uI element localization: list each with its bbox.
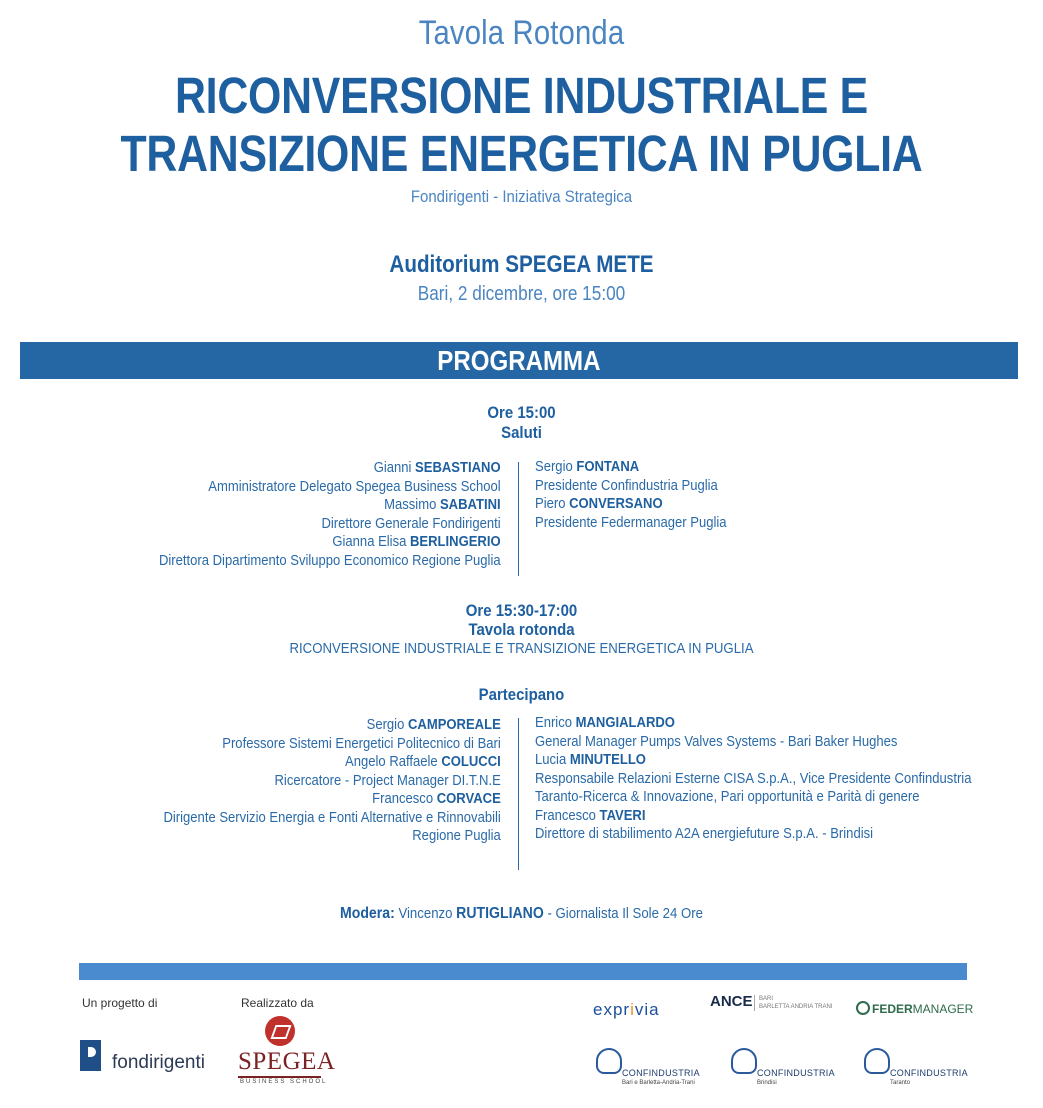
programma-banner [20,342,1018,379]
confindustria-taranto-logo: CONFINDUSTRIA Taranto [864,1048,890,1074]
event-title-line1: RICONVERSIONE INDUSTRIALE E [175,67,868,124]
speaker-name: Angelo Raffaele COLUCCI [345,754,501,770]
speaker-role: Amministratore Delegato Spegea Business School [208,478,502,495]
speaker-name: Sergio FONTANA [535,459,640,475]
session1-label: Saluti [501,423,542,442]
speaker-role: Responsabile Relazioni Esterne CISA S.p.A., Vice Presidente Confindustria [535,770,972,787]
venue-date: Bari, 2 dicembre, ore 15:00 [417,283,626,305]
confindustria-icon [731,1048,757,1074]
spegea-tagline: BUSINESS SCHOOL [240,1079,328,1085]
venue-name: Auditorium SPEGEA METE [389,251,654,278]
moderator-label: Modera: [340,905,395,922]
session1-left-speakers [159,459,501,570]
session1-right-speakers [535,458,727,532]
programma-label: PROGRAMMA [437,345,601,376]
session2-left-speakers [164,716,501,846]
spegea-wordmark: SPEGEA [238,1048,336,1075]
spegea-underline [238,1076,321,1078]
footer-bar [79,963,967,980]
confindustria-icon [596,1048,622,1074]
speaker-name: Piero CONVERSANO [535,496,663,512]
session2-right-speakers [535,714,971,844]
speaker-role: Ricercatore - Project Manager DI.T.N.E [274,772,501,789]
fondirigenti-wordmark: fondirigenti [112,1052,205,1073]
session1-divider [518,462,519,576]
speaker-role: Taranto-Ricerca & Innovazione, Pari opportunità e Parità di genere [535,789,920,805]
fondirigenti-mark-icon [80,1040,101,1071]
federmanager-logo: FEDERMANAGER [856,1001,973,1016]
speaker-role: Presidente Federmanager Puglia [535,514,727,531]
project-label: Un progetto di [82,996,158,1010]
event-title-line2: TRANSIZIONE ENERGETICA IN PUGLIA [120,125,923,182]
participants-label: Partecipano [478,685,565,704]
moderator-first: Vincenzo [398,905,453,922]
speaker-role: Dirigente Servizio Energia e Fonti Alternative e Rinnovabili [163,809,501,826]
spegea-mark-icon [265,1016,295,1046]
speaker-name: Francesco TAVERI [535,807,646,824]
speaker-role: General Manager Pumps Valves Systems - Bari Baker Hughes [535,733,898,750]
speaker-role: Regione Puglia [412,828,501,844]
federmanager-mark-icon [856,1001,870,1015]
speaker-role: Presidente Confindustria Puglia [535,477,718,494]
session2-label: Tavola rotonda [468,620,575,639]
moderator-role: - Giornalista Il Sole 24 Ore [547,905,703,922]
organizer-line: Fondirigenti - Iniziativa Strategica [410,187,633,206]
realized-label: Realizzato da [241,996,314,1010]
speaker-role: Direttore di stabilimento A2A energiefuture S.p.A. - Brindisi [535,826,874,842]
speaker-name: Lucia MINUTELLO [535,752,646,768]
speaker-role: Professore Sistemi Energetici Politecnico di Bari [222,735,501,752]
ance-subtitle: BARI BARLETTA ANDRIA TRANI [754,995,832,1011]
moderator-line [63,905,981,923]
speaker-name: Massimo SABATINI [384,497,501,513]
confindustria-brindisi-logo: CONFINDUSTRIA Brindisi [731,1048,757,1074]
speaker-name: Gianna Elisa BERLINGERIO [332,534,501,550]
event-type: Tavola Rotonda [418,14,625,52]
confindustria-bari-logo: CONFINDUSTRIA Bari e Barletta-Andria-Trani [596,1048,622,1074]
speaker-name: Enrico MANGIALARDO [535,715,675,731]
speaker-role: Direttora Dipartimento Sviluppo Economico Regione Puglia [159,552,501,569]
speaker-name: Sergio CAMPOREALE [366,717,501,733]
session1-time: Ore 15:00 [487,403,556,422]
session2-topic: RICONVERSIONE INDUSTRIALE E TRANSIZIONE ENERGETICA IN PUGLIA [289,640,754,657]
speaker-role: Direttore Generale Fondirigenti [321,515,501,532]
session2-divider [518,718,519,870]
exprivia-logo: exprivia [593,1000,660,1019]
speaker-name: Gianni SEBASTIANO [374,460,501,476]
ance-logo: ANCE [710,993,753,1010]
speaker-name: Francesco CORVACE [372,791,501,807]
session2-time: Ore 15:30-17:00 [465,601,578,620]
moderator-last: RUTIGLIANO [456,905,544,922]
confindustria-icon [864,1048,890,1074]
